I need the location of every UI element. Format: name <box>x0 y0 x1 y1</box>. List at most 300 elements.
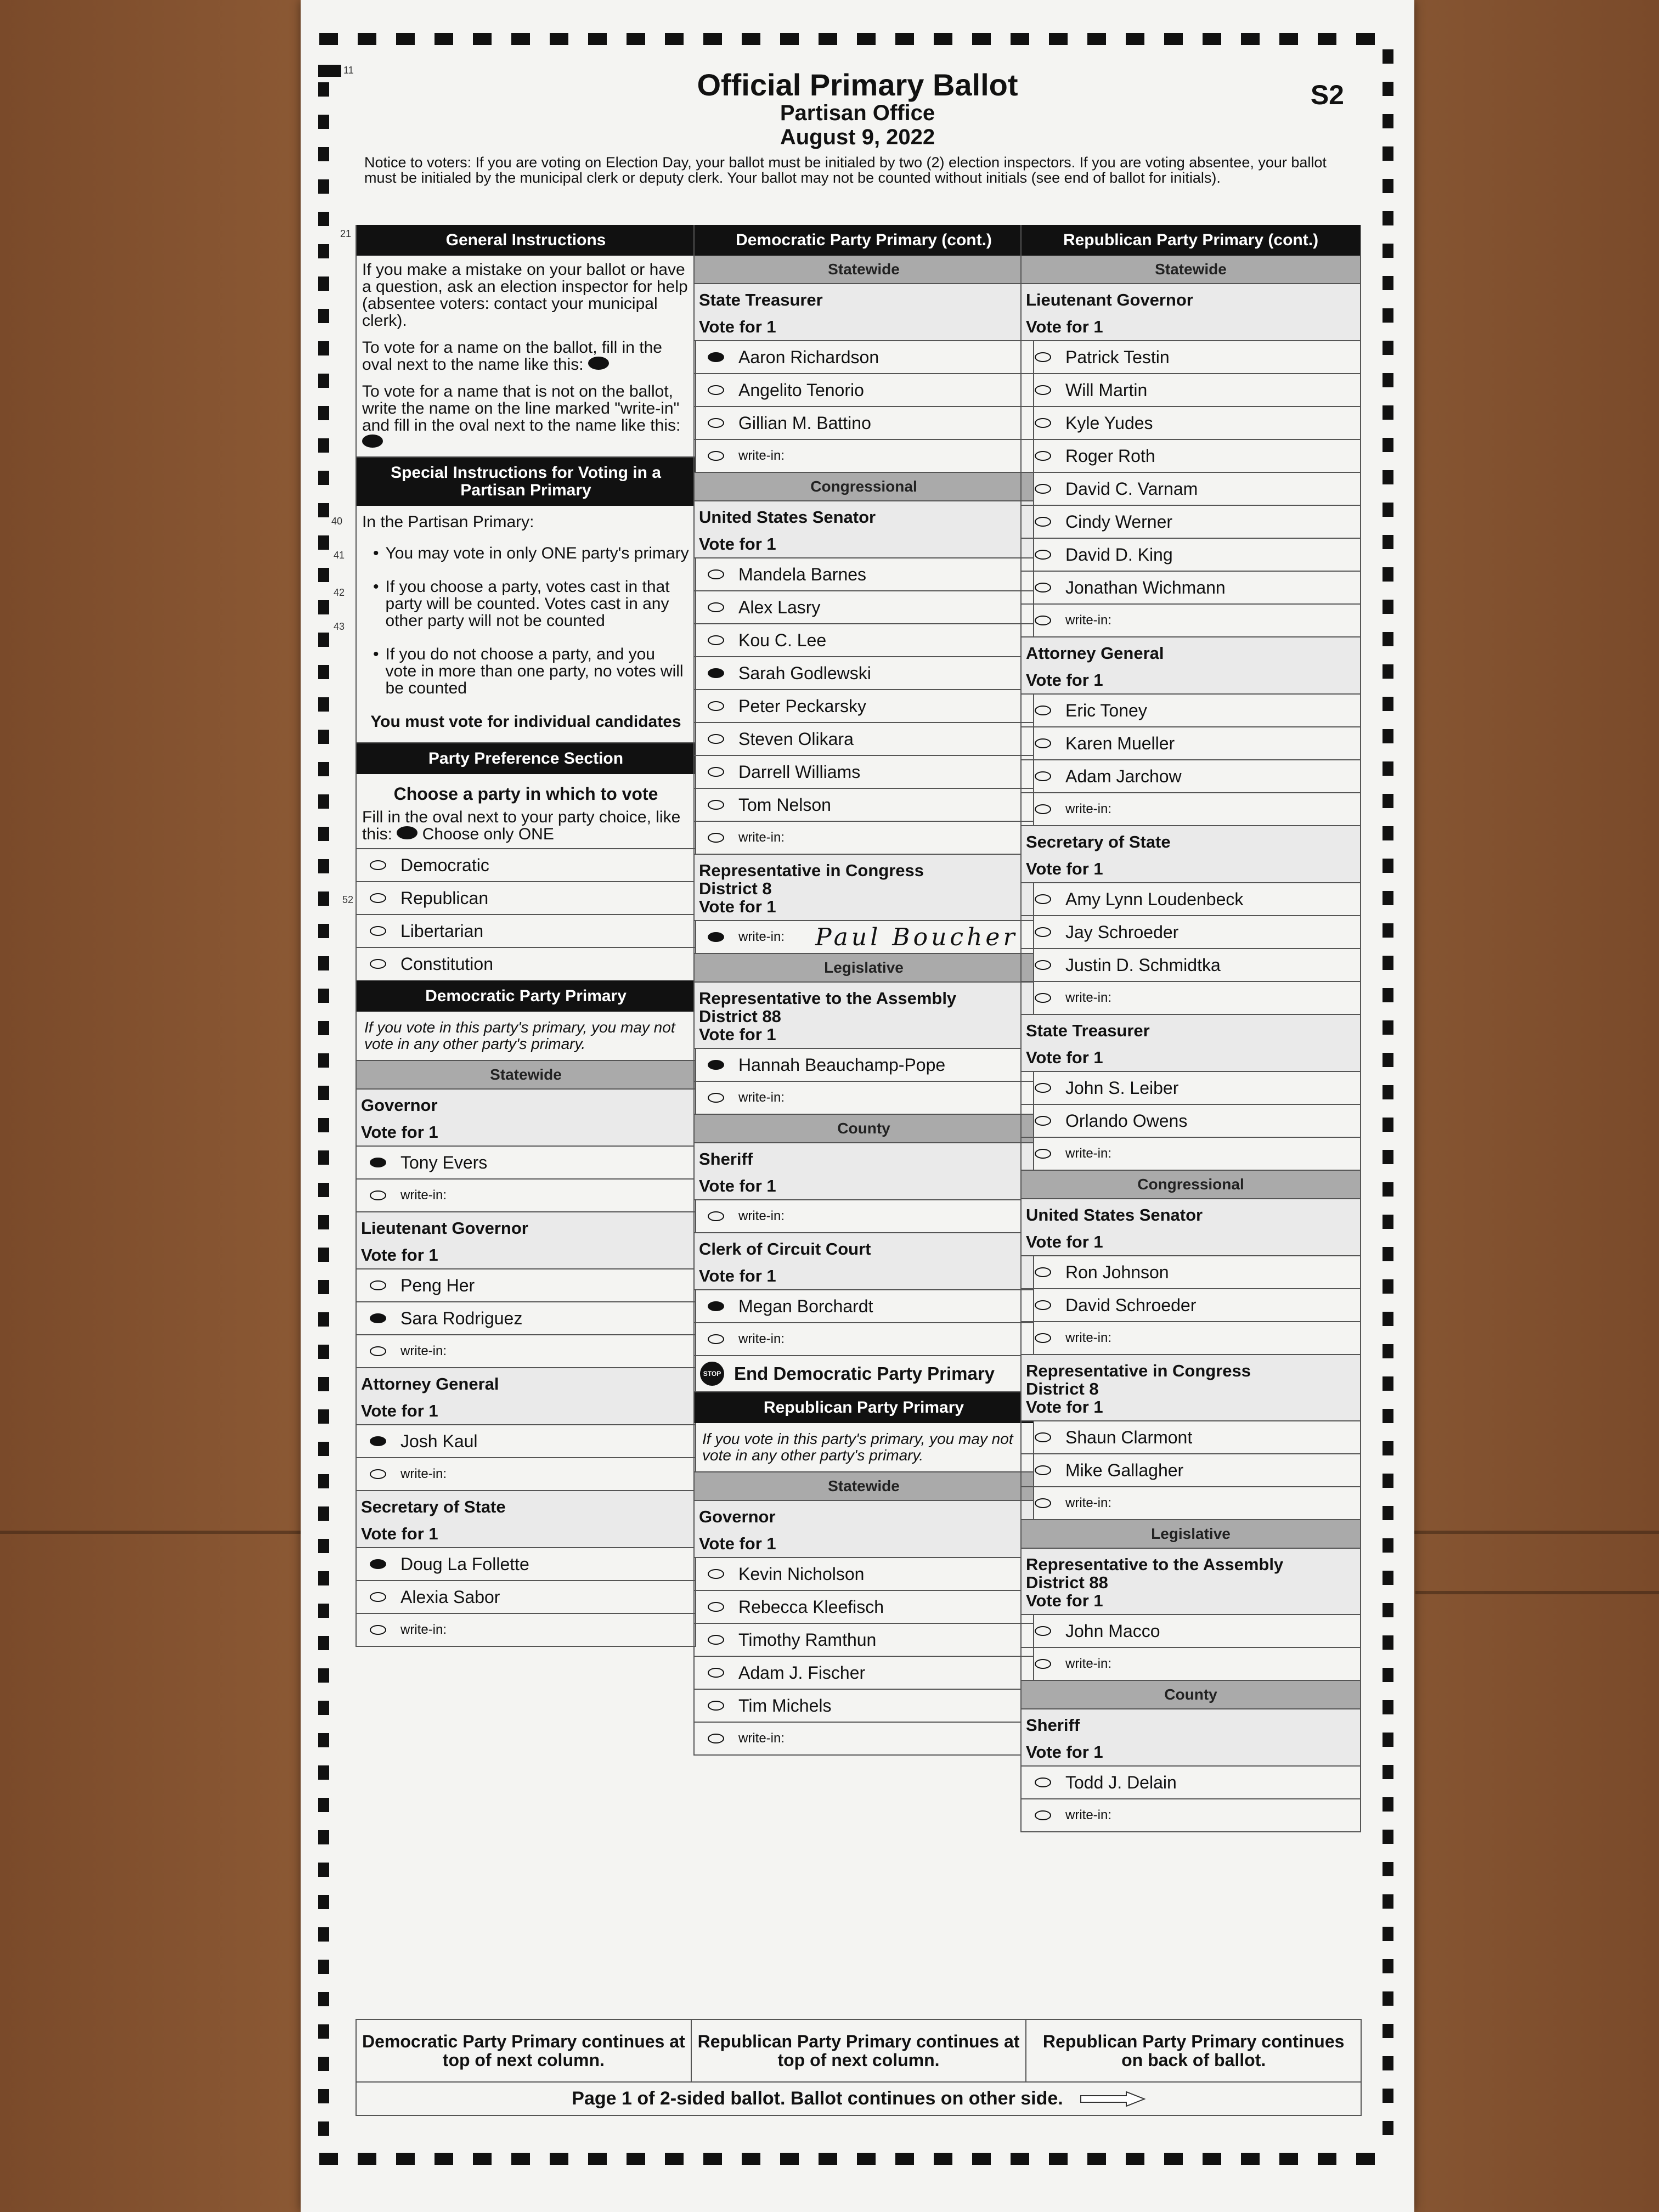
vote-oval[interactable] <box>708 352 724 362</box>
write-in-row[interactable] <box>1022 1322 1360 1355</box>
office-name: State Treasurer <box>1026 1021 1150 1040</box>
vote-oval[interactable] <box>708 932 724 942</box>
vote-oval[interactable] <box>708 800 724 810</box>
footer-row <box>357 2020 1361 2081</box>
filled-oval-example-icon <box>397 826 417 839</box>
write-in-label: write-in: <box>1065 990 1112 1005</box>
candidate-row[interactable] <box>695 657 1033 690</box>
vote-oval[interactable] <box>1035 1659 1051 1669</box>
timing-mark <box>318 1960 329 1974</box>
vote-oval[interactable] <box>1035 993 1051 1003</box>
candidate-row[interactable] <box>1022 440 1360 473</box>
vote-oval[interactable] <box>708 635 724 645</box>
candidate-row[interactable] <box>1022 883 1360 916</box>
must-vote-note: You must vote for individual candidates <box>370 713 681 731</box>
timing-mark <box>1383 1118 1393 1132</box>
timing-mark <box>318 1830 329 1844</box>
contest-header <box>695 1233 1033 1290</box>
timing-mark <box>318 1215 329 1229</box>
candidate-row[interactable] <box>1022 1421 1360 1454</box>
section-header-county: County <box>1022 1681 1360 1709</box>
candidate-row[interactable] <box>357 1147 695 1180</box>
table-seam <box>1415 1591 1659 1594</box>
write-in-row[interactable] <box>695 1082 1033 1115</box>
timing-mark <box>780 2153 799 2165</box>
vote-oval[interactable] <box>708 1301 724 1311</box>
vote-oval[interactable] <box>708 1635 724 1645</box>
timing-mark <box>1383 956 1393 970</box>
candidate-name: Alex Lasry <box>738 597 821 617</box>
vote-oval[interactable] <box>708 767 724 777</box>
choose-party-heading: Choose a party in which to vote <box>393 784 658 804</box>
contest-header <box>357 1212 695 1269</box>
candidate-row[interactable] <box>1022 1615 1360 1648</box>
timing-mark <box>318 2121 329 2136</box>
timing-mark <box>819 33 837 45</box>
ballot-date: August 9, 2022 <box>780 125 935 149</box>
timing-mark <box>318 1409 329 1424</box>
timing-mark <box>857 33 876 45</box>
candidate-row[interactable] <box>1022 916 1360 949</box>
timing-mark <box>318 1927 329 1942</box>
contest-header <box>1022 1355 1360 1421</box>
vote-for: Vote for 1 <box>699 317 776 336</box>
vote-oval[interactable] <box>1035 484 1051 494</box>
write-in-label: write-in: <box>400 1188 447 1203</box>
timing-mark <box>1383 373 1393 387</box>
vote-oval[interactable] <box>708 1701 724 1711</box>
candidate-name: Todd J. Delain <box>1065 1772 1177 1792</box>
vote-oval[interactable] <box>708 1211 724 1221</box>
vote-oval[interactable] <box>708 1734 724 1743</box>
vote-oval[interactable] <box>708 451 724 461</box>
vote-for: Vote for 1 <box>361 1524 438 1543</box>
candidate-row[interactable] <box>695 1624 1033 1657</box>
vote-oval[interactable] <box>370 1592 386 1602</box>
candidate-name: Steven Olikara <box>738 729 854 749</box>
write-in-row[interactable] <box>1022 605 1360 637</box>
timing-mark <box>473 33 492 45</box>
vote-oval[interactable] <box>1035 1810 1051 1820</box>
timing-mark <box>1011 2153 1029 2165</box>
timing-mark <box>588 33 607 45</box>
district-name: District 8 <box>699 879 772 898</box>
timing-mark <box>1383 859 1393 873</box>
timing-mark <box>1383 1733 1393 1747</box>
write-in-row[interactable] <box>695 921 1033 954</box>
candidate-row[interactable] <box>1022 473 1360 506</box>
office-name: United States Senator <box>1026 1205 1203 1224</box>
timing-mark <box>318 2089 329 2103</box>
candidate-name: Roger Roth <box>1065 445 1155 466</box>
candidate-row[interactable] <box>1022 407 1360 440</box>
office-name: Attorney General <box>1026 644 1164 663</box>
timing-mark <box>318 794 329 809</box>
write-in-label: write-in: <box>738 1731 785 1746</box>
timing-mark <box>780 33 799 45</box>
timing-mark <box>1383 1862 1393 1876</box>
ballot-paper <box>301 0 1414 2212</box>
timing-mark <box>1383 600 1393 614</box>
candidate-name: Timothy Ramthun <box>738 1629 877 1650</box>
vote-oval[interactable] <box>1035 583 1051 592</box>
office-name: Representative in Congress <box>1026 1361 1251 1380</box>
candidate-row[interactable] <box>357 1581 695 1614</box>
timing-mark <box>396 2153 415 2165</box>
dem-primary-heading: Democratic Party Primary <box>357 981 695 1012</box>
party-option[interactable] <box>357 915 695 948</box>
office-name: Attorney General <box>361 1374 499 1393</box>
timing-mark <box>358 33 376 45</box>
bullet-text: If you do not choose a party, and you vote in more than one party, no votes will be counted <box>385 645 684 697</box>
vote-oval[interactable] <box>1035 1498 1051 1508</box>
timing-mark <box>318 1474 329 1488</box>
vote-oval[interactable] <box>708 418 724 428</box>
vote-oval[interactable] <box>1035 1465 1051 1475</box>
candidate-row[interactable] <box>1022 1289 1360 1322</box>
timing-mark <box>1279 33 1298 45</box>
vote-oval[interactable] <box>1035 385 1051 395</box>
timing-mark <box>318 1571 329 1585</box>
vote-oval[interactable] <box>370 1190 386 1200</box>
timing-mark <box>1383 1020 1393 1035</box>
timing-mark <box>1383 761 1393 776</box>
candidate-name: Mike Gallagher <box>1065 1460 1184 1480</box>
timing-mark <box>1383 988 1393 1002</box>
candidate-name: Rebecca Kleefisch <box>738 1596 884 1617</box>
contest-header <box>695 1501 1033 1558</box>
contest-header <box>695 1143 1033 1200</box>
party-option[interactable] <box>357 948 695 981</box>
candidate-row[interactable] <box>695 1690 1033 1723</box>
write-in-row[interactable] <box>695 1323 1033 1356</box>
candidate-row[interactable] <box>695 591 1033 624</box>
contest-header <box>695 983 1033 1049</box>
candidate-name: Tom Nelson <box>738 794 831 815</box>
candidate-row[interactable] <box>1022 506 1360 539</box>
vote-oval[interactable] <box>1035 1778 1051 1787</box>
vote-oval[interactable] <box>1035 517 1051 527</box>
ballot-subtitle: Partisan Office <box>780 101 935 125</box>
write-in-row[interactable] <box>357 1180 695 1212</box>
write-in-row[interactable] <box>1022 982 1360 1015</box>
dem-primary-cont-heading: Democratic Party Primary (cont.) <box>695 225 1033 256</box>
candidate-row[interactable] <box>695 407 1033 440</box>
vote-oval[interactable] <box>370 1280 386 1290</box>
timing-mark <box>1383 1215 1393 1229</box>
bullet-item <box>373 545 690 562</box>
write-in-row[interactable] <box>1022 793 1360 826</box>
candidate-row[interactable] <box>695 723 1033 756</box>
vote-oval[interactable] <box>708 385 724 395</box>
office-name: Representative in Congress <box>699 861 924 880</box>
timing-mark <box>1383 632 1393 646</box>
vote-oval[interactable] <box>370 926 386 936</box>
candidate-row[interactable] <box>357 1425 695 1458</box>
timing-mark <box>1383 1409 1393 1423</box>
timing-mark <box>318 212 329 226</box>
timing-mark <box>819 2153 837 2165</box>
candidate-row[interactable] <box>357 1548 695 1581</box>
candidate-row[interactable] <box>1022 1072 1360 1105</box>
candidate-row[interactable] <box>1022 727 1360 760</box>
write-in-row[interactable] <box>357 1335 695 1368</box>
vote-oval[interactable] <box>1035 616 1051 625</box>
timing-mark <box>318 535 329 550</box>
vote-oval[interactable] <box>1035 1432 1051 1442</box>
vote-oval[interactable] <box>370 1158 386 1167</box>
write-in-label: write-in: <box>1065 1656 1112 1671</box>
vote-oval[interactable] <box>1035 738 1051 748</box>
vote-oval[interactable] <box>1035 550 1051 560</box>
candidate-row[interactable] <box>1022 1256 1360 1289</box>
vote-oval[interactable] <box>1035 1333 1051 1343</box>
candidate-row[interactable] <box>1022 341 1360 374</box>
timing-mark <box>318 891 329 906</box>
candidate-name: Mandela Barnes <box>738 564 867 584</box>
candidate-name: Patrick Testin <box>1065 347 1170 367</box>
timing-mark <box>1383 1571 1393 1585</box>
write-in-row[interactable] <box>357 1458 695 1491</box>
timing-mark <box>1383 2056 1393 2070</box>
vote-oval[interactable] <box>708 701 724 711</box>
timing-mark <box>1318 2153 1336 2165</box>
candidate-row[interactable] <box>695 624 1033 657</box>
vote-oval[interactable] <box>1035 352 1051 362</box>
timing-mark <box>857 2153 876 2165</box>
timing-mark <box>318 1668 329 1683</box>
timing-mark <box>1383 244 1393 258</box>
vote-oval[interactable] <box>1035 894 1051 904</box>
page-note: Page 1 of 2-sided ballot. Ballot continues on other side. <box>572 2088 1063 2109</box>
timing-mark <box>1383 1991 1393 2006</box>
vote-oval[interactable] <box>708 668 724 678</box>
candidate-row[interactable] <box>695 756 1033 789</box>
candidate-row[interactable] <box>1022 572 1360 605</box>
candidate-row[interactable] <box>1022 374 1360 407</box>
candidate-row[interactable] <box>695 374 1033 407</box>
candidate-name: Will Martin <box>1065 380 1148 400</box>
candidate-name: David D. King <box>1065 544 1173 565</box>
margin-number: 42 <box>334 587 345 598</box>
timing-mark <box>1383 1830 1393 1844</box>
timing-mark <box>511 33 530 45</box>
vote-oval[interactable] <box>708 569 724 579</box>
party-option[interactable] <box>357 849 695 882</box>
timing-mark <box>1164 2153 1183 2165</box>
party-name: Libertarian <box>400 921 484 941</box>
candidate-name: David C. Varnam <box>1065 478 1198 499</box>
candidate-row[interactable] <box>695 558 1033 591</box>
write-in-row[interactable] <box>1022 1799 1360 1832</box>
timing-mark <box>318 633 329 647</box>
vote-oval[interactable] <box>370 1625 386 1635</box>
rep-primary-note: If you vote in this party's primary, you may not vote in any other party's primary. <box>695 1423 1033 1472</box>
timing-mark <box>318 665 329 679</box>
vote-oval[interactable] <box>708 1060 724 1070</box>
timing-mark <box>1383 1765 1393 1779</box>
timing-mark <box>318 1248 329 1262</box>
write-in-row[interactable] <box>695 1200 1033 1233</box>
timing-mark <box>627 2153 645 2165</box>
party-instr-only-one: Choose only ONE <box>422 825 554 843</box>
party-option[interactable] <box>357 882 695 915</box>
candidate-row[interactable] <box>695 690 1033 723</box>
timing-mark <box>318 1280 329 1294</box>
candidate-row[interactable] <box>695 1049 1033 1082</box>
vote-oval[interactable] <box>370 959 386 969</box>
candidate-row[interactable] <box>695 1558 1033 1591</box>
vote-oval[interactable] <box>708 1093 724 1103</box>
vote-for: Vote for 1 <box>361 1122 438 1142</box>
write-in-row[interactable] <box>695 440 1033 473</box>
write-in-label: write-in: <box>738 448 785 463</box>
vote-oval[interactable] <box>1035 706 1051 715</box>
vote-for: Vote for 1 <box>361 1245 438 1265</box>
timing-mark <box>1279 2153 1298 2165</box>
candidate-row[interactable] <box>1022 1454 1360 1487</box>
timing-mark <box>318 1086 329 1100</box>
vote-oval[interactable] <box>708 1569 724 1579</box>
vote-oval[interactable] <box>708 1334 724 1344</box>
timing-mark <box>318 1798 329 1812</box>
timing-mark <box>318 1021 329 1035</box>
write-in-label: write-in: <box>1065 1330 1112 1345</box>
vote-oval[interactable] <box>370 860 386 870</box>
contest-header <box>1022 826 1360 883</box>
candidate-row[interactable] <box>695 1591 1033 1624</box>
timing-mark <box>1383 276 1393 290</box>
timing-mark <box>318 1765 329 1780</box>
candidate-row[interactable] <box>695 1290 1033 1323</box>
vote-oval[interactable] <box>1035 1116 1051 1126</box>
timing-mark <box>1383 179 1393 193</box>
candidate-row[interactable] <box>357 1269 695 1302</box>
candidate-row[interactable] <box>695 341 1033 374</box>
vote-oval[interactable] <box>708 1602 724 1612</box>
contest-header <box>695 855 1033 921</box>
write-in-row[interactable] <box>695 822 1033 855</box>
candidate-name: Sarah Godlewski <box>738 663 871 683</box>
timing-mark <box>665 33 684 45</box>
vote-oval[interactable] <box>708 1668 724 1678</box>
timing-mark <box>318 1506 329 1521</box>
timing-mark <box>972 2153 991 2165</box>
timing-mark <box>318 374 329 388</box>
timing-mark <box>588 2153 607 2165</box>
dem-primary-note: If you vote in this party's primary, you may not vote in any other party's primary. <box>357 1012 695 1061</box>
candidate-name: Angelito Tenorio <box>738 380 864 400</box>
candidate-row[interactable] <box>1022 949 1360 982</box>
footer-rep-continues: Republican Party Primary continues at top of next column. <box>692 2020 1027 2081</box>
vote-oval[interactable] <box>708 833 724 843</box>
timing-mark <box>1383 211 1393 225</box>
write-in-row[interactable] <box>1022 1138 1360 1171</box>
timing-mark <box>1126 2153 1144 2165</box>
office-name: Lieutenant Governor <box>361 1218 528 1238</box>
vote-oval[interactable] <box>370 1469 386 1479</box>
timing-mark <box>627 33 645 45</box>
candidate-name: Peter Peckarsky <box>738 696 866 716</box>
handwritten-write-in[interactable]: Paul Boucher <box>815 923 1018 951</box>
vote-oval[interactable] <box>708 602 724 612</box>
timing-mark <box>1383 1312 1393 1326</box>
footer-page-note-row <box>357 2081 1361 2115</box>
vote-oval[interactable] <box>1035 960 1051 970</box>
timing-mark <box>396 33 415 45</box>
voter-notice: Notice to voters: If you are voting on Election Day, your ballot must be initialed by two (2) election inspectors. If you are voting absentee, your ballot must be initialed by the municipal clerk or deputy clerk. Your ballot may not be counted without initials (see end of ballot for initials). <box>364 154 1327 186</box>
candidate-name: David Schroeder <box>1065 1295 1197 1315</box>
timing-mark <box>319 2153 338 2165</box>
vote-oval[interactable] <box>1035 771 1051 781</box>
candidate-name: Ron Johnson <box>1065 1262 1169 1282</box>
vote-oval[interactable] <box>708 734 724 744</box>
party-choice-instructions <box>357 809 695 849</box>
bullet-item <box>373 646 690 697</box>
candidate-name: Gillian M. Battino <box>738 413 871 433</box>
write-in-row[interactable] <box>1022 1648 1360 1681</box>
candidate-row[interactable] <box>1022 760 1360 793</box>
vote-oval[interactable] <box>1035 1267 1051 1277</box>
vote-oval[interactable] <box>370 1559 386 1569</box>
vote-oval[interactable] <box>1035 451 1051 461</box>
timing-mark <box>1049 33 1068 45</box>
vote-oval[interactable] <box>370 1313 386 1323</box>
candidate-row[interactable] <box>695 1657 1033 1690</box>
vote-oval[interactable] <box>370 893 386 903</box>
write-in-row[interactable] <box>1022 1487 1360 1520</box>
candidate-row[interactable] <box>1022 1105 1360 1138</box>
timing-mark <box>1383 1247 1393 1261</box>
candidate-row[interactable] <box>357 1302 695 1335</box>
timing-mark <box>1383 729 1393 743</box>
write-in-row[interactable] <box>695 1723 1033 1756</box>
timing-mark <box>318 1636 329 1650</box>
timing-mark <box>318 1895 329 1909</box>
timing-mark <box>473 2153 492 2165</box>
vote-oval[interactable] <box>1035 1083 1051 1093</box>
vote-oval[interactable] <box>370 1436 386 1446</box>
candidate-row[interactable] <box>695 789 1033 822</box>
candidate-row[interactable] <box>1022 1767 1360 1799</box>
vote-oval[interactable] <box>1035 1300 1051 1310</box>
vote-oval[interactable] <box>1035 804 1051 814</box>
timing-mark <box>1087 33 1106 45</box>
timing-mark <box>972 33 991 45</box>
vote-oval[interactable] <box>1035 1149 1051 1159</box>
timing-mark <box>742 2153 760 2165</box>
timing-mark <box>1383 1053 1393 1067</box>
candidate-row[interactable] <box>1022 695 1360 727</box>
vote-oval[interactable] <box>1035 418 1051 428</box>
candidate-name: Amy Lynn Loudenbeck <box>1065 889 1244 909</box>
candidate-name: Adam Jarchow <box>1065 766 1182 786</box>
office-name: Secretary of State <box>361 1497 506 1516</box>
instruction-text: If you make a mistake on your ballot or have a question, ask an election inspector for help (absentee voters: contact your municipal clerk). <box>362 261 688 330</box>
write-in-label: write-in: <box>1065 613 1112 628</box>
margin-number: 40 <box>331 516 343 527</box>
timing-mark <box>435 33 453 45</box>
vote-oval[interactable] <box>1035 1626 1051 1636</box>
vote-oval[interactable] <box>1035 927 1051 937</box>
timing-mark <box>1383 535 1393 549</box>
candidate-row[interactable] <box>1022 539 1360 572</box>
candidate-name: Karen Mueller <box>1065 733 1175 753</box>
office-name: Secretary of State <box>1026 832 1171 851</box>
vote-oval[interactable] <box>370 1346 386 1356</box>
write-in-row[interactable] <box>357 1614 695 1647</box>
timing-mark <box>318 1150 329 1165</box>
